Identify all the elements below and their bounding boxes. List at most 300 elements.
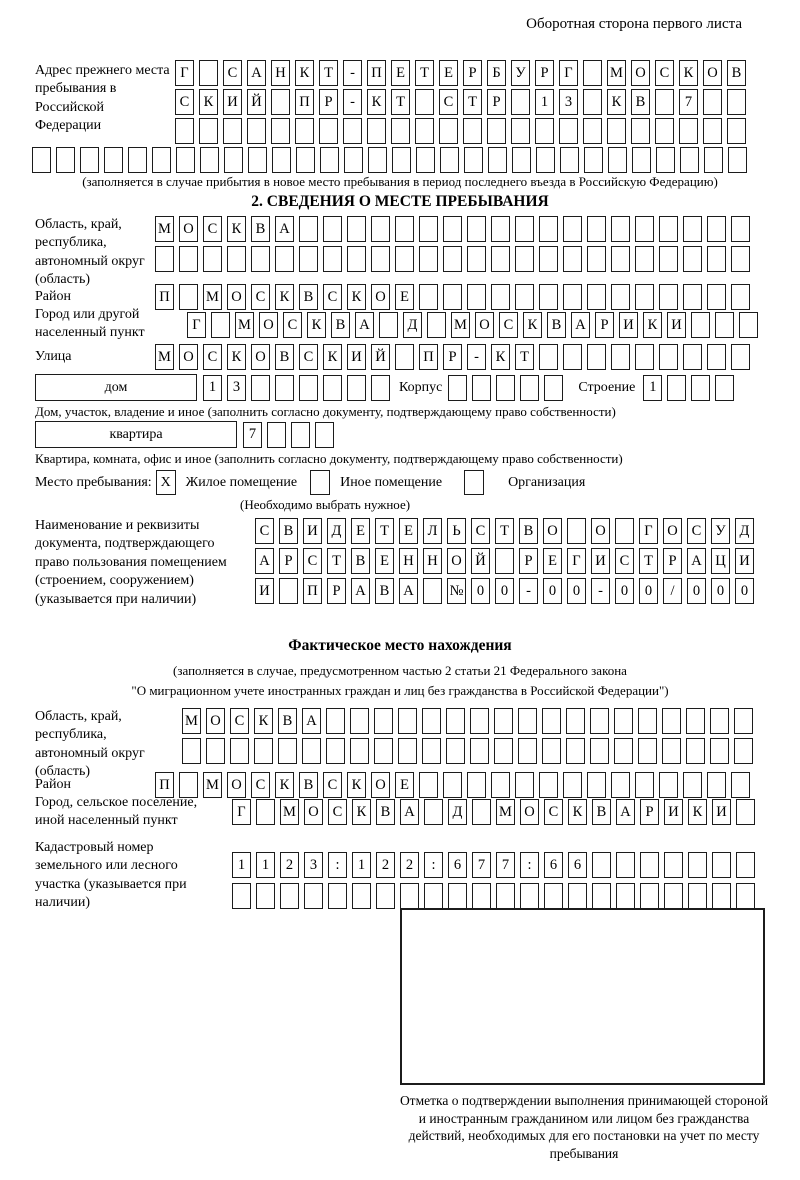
char-cell[interactable] bbox=[587, 216, 606, 242]
char-cell[interactable] bbox=[251, 375, 270, 401]
char-cell[interactable] bbox=[251, 246, 270, 272]
char-cell[interactable]: П bbox=[295, 89, 314, 115]
char-cell[interactable] bbox=[203, 246, 222, 272]
char-cell[interactable] bbox=[587, 344, 606, 370]
char-cell[interactable]: Т bbox=[639, 548, 658, 574]
char-cell[interactable] bbox=[398, 738, 417, 764]
char-cell[interactable] bbox=[271, 118, 290, 144]
char-cell[interactable]: И bbox=[712, 799, 731, 825]
char-cell[interactable] bbox=[491, 246, 510, 272]
char-cell[interactable] bbox=[443, 216, 462, 242]
char-cell[interactable]: Р bbox=[327, 578, 346, 604]
char-cell[interactable] bbox=[515, 772, 534, 798]
char-cell[interactable]: Н bbox=[271, 60, 290, 86]
char-cell[interactable] bbox=[568, 883, 587, 909]
char-cell[interactable] bbox=[395, 246, 414, 272]
char-cell[interactable] bbox=[707, 246, 726, 272]
char-cell[interactable] bbox=[371, 375, 390, 401]
char-cell[interactable] bbox=[611, 284, 630, 310]
char-cell[interactable]: : bbox=[424, 852, 443, 878]
char-cell[interactable]: К bbox=[679, 60, 698, 86]
char-cell[interactable] bbox=[715, 375, 734, 401]
char-cell[interactable] bbox=[350, 708, 369, 734]
char-cell[interactable]: - bbox=[343, 60, 362, 86]
char-cell[interactable]: К bbox=[347, 772, 366, 798]
char-cell[interactable]: И bbox=[591, 548, 610, 574]
char-cell[interactable] bbox=[688, 852, 707, 878]
char-cell[interactable]: А bbox=[687, 548, 706, 574]
char-cell[interactable]: М bbox=[203, 772, 222, 798]
char-cell[interactable] bbox=[319, 118, 338, 144]
char-cell[interactable] bbox=[680, 147, 699, 173]
char-cell[interactable]: А bbox=[616, 799, 635, 825]
char-cell[interactable] bbox=[128, 147, 147, 173]
char-cell[interactable] bbox=[247, 118, 266, 144]
char-cell[interactable]: 3 bbox=[559, 89, 578, 115]
char-cell[interactable] bbox=[254, 738, 273, 764]
char-cell[interactable]: Р bbox=[595, 312, 614, 338]
char-cell[interactable] bbox=[320, 147, 339, 173]
char-cell[interactable] bbox=[683, 344, 702, 370]
char-cell[interactable]: В bbox=[251, 216, 270, 242]
house-type-box[interactable] bbox=[35, 374, 197, 401]
char-cell[interactable] bbox=[659, 772, 678, 798]
char-cell[interactable]: Ь bbox=[447, 518, 466, 544]
char-cell[interactable] bbox=[443, 284, 462, 310]
char-cell[interactable]: И bbox=[347, 344, 366, 370]
char-cell[interactable] bbox=[443, 246, 462, 272]
char-cell[interactable]: М bbox=[451, 312, 470, 338]
char-cell[interactable]: С bbox=[328, 799, 347, 825]
char-cell[interactable] bbox=[703, 89, 722, 115]
char-cell[interactable]: О bbox=[304, 799, 323, 825]
char-cell[interactable]: К bbox=[227, 344, 246, 370]
char-cell[interactable] bbox=[608, 147, 627, 173]
char-cell[interactable] bbox=[275, 246, 294, 272]
char-cell[interactable]: И bbox=[303, 518, 322, 544]
char-cell[interactable]: Н bbox=[399, 548, 418, 574]
char-cell[interactable] bbox=[544, 883, 563, 909]
char-cell[interactable] bbox=[467, 772, 486, 798]
char-cell[interactable]: П bbox=[419, 344, 438, 370]
char-cell[interactable] bbox=[315, 422, 334, 448]
char-cell[interactable]: Е bbox=[395, 284, 414, 310]
char-cell[interactable] bbox=[395, 216, 414, 242]
char-cell[interactable]: Й bbox=[471, 548, 490, 574]
char-cell[interactable] bbox=[152, 147, 171, 173]
char-cell[interactable] bbox=[712, 852, 731, 878]
char-cell[interactable] bbox=[712, 883, 731, 909]
char-cell[interactable] bbox=[391, 118, 410, 144]
char-cell[interactable] bbox=[683, 246, 702, 272]
char-cell[interactable] bbox=[271, 89, 290, 115]
char-cell[interactable]: К bbox=[607, 89, 626, 115]
char-cell[interactable] bbox=[616, 883, 635, 909]
char-cell[interactable] bbox=[347, 246, 366, 272]
char-cell[interactable]: У bbox=[511, 60, 530, 86]
char-cell[interactable] bbox=[470, 738, 489, 764]
char-cell[interactable]: В bbox=[375, 578, 394, 604]
char-cell[interactable] bbox=[616, 852, 635, 878]
char-cell[interactable] bbox=[539, 216, 558, 242]
char-cell[interactable]: Д bbox=[403, 312, 422, 338]
char-cell[interactable]: Е bbox=[399, 518, 418, 544]
char-cell[interactable] bbox=[299, 246, 318, 272]
char-cell[interactable] bbox=[559, 118, 578, 144]
char-cell[interactable]: - bbox=[519, 578, 538, 604]
char-cell[interactable] bbox=[731, 344, 750, 370]
char-cell[interactable] bbox=[352, 883, 371, 909]
char-cell[interactable] bbox=[611, 344, 630, 370]
char-cell[interactable]: 6 bbox=[544, 852, 563, 878]
char-cell[interactable]: - bbox=[591, 578, 610, 604]
char-cell[interactable] bbox=[736, 883, 755, 909]
char-cell[interactable]: М bbox=[280, 799, 299, 825]
char-cell[interactable]: С bbox=[251, 772, 270, 798]
char-cell[interactable]: О bbox=[447, 548, 466, 574]
char-cell[interactable]: Е bbox=[439, 60, 458, 86]
char-cell[interactable] bbox=[640, 883, 659, 909]
char-cell[interactable] bbox=[295, 118, 314, 144]
char-cell[interactable]: С bbox=[323, 284, 342, 310]
char-cell[interactable] bbox=[707, 284, 726, 310]
char-cell[interactable] bbox=[656, 147, 675, 173]
char-cell[interactable] bbox=[566, 738, 585, 764]
char-cell[interactable] bbox=[32, 147, 51, 173]
char-cell[interactable] bbox=[199, 118, 218, 144]
char-cell[interactable] bbox=[664, 883, 683, 909]
char-cell[interactable] bbox=[635, 284, 654, 310]
char-cell[interactable] bbox=[736, 852, 755, 878]
char-cell[interactable] bbox=[638, 738, 657, 764]
char-cell[interactable]: Г bbox=[232, 799, 251, 825]
char-cell[interactable]: С bbox=[203, 344, 222, 370]
char-cell[interactable] bbox=[635, 344, 654, 370]
char-cell[interactable]: Г bbox=[559, 60, 578, 86]
char-cell[interactable]: И bbox=[664, 799, 683, 825]
char-cell[interactable]: 1 bbox=[256, 852, 275, 878]
char-cell[interactable]: Р bbox=[463, 60, 482, 86]
char-cell[interactable]: С bbox=[544, 799, 563, 825]
char-cell[interactable]: Б bbox=[487, 60, 506, 86]
char-cell[interactable] bbox=[703, 118, 722, 144]
char-cell[interactable] bbox=[374, 708, 393, 734]
char-cell[interactable]: : bbox=[520, 852, 539, 878]
char-cell[interactable] bbox=[662, 708, 681, 734]
char-cell[interactable]: В bbox=[519, 518, 538, 544]
char-cell[interactable] bbox=[566, 708, 585, 734]
char-cell[interactable]: О bbox=[475, 312, 494, 338]
char-cell[interactable]: Н bbox=[423, 548, 442, 574]
char-cell[interactable]: С bbox=[283, 312, 302, 338]
char-cell[interactable] bbox=[199, 60, 218, 86]
char-cell[interactable]: Й bbox=[371, 344, 390, 370]
char-cell[interactable] bbox=[707, 344, 726, 370]
char-cell[interactable]: В bbox=[331, 312, 350, 338]
char-cell[interactable] bbox=[707, 216, 726, 242]
char-cell[interactable]: Т bbox=[463, 89, 482, 115]
char-cell[interactable] bbox=[419, 246, 438, 272]
char-cell[interactable] bbox=[536, 147, 555, 173]
char-cell[interactable] bbox=[662, 738, 681, 764]
char-cell[interactable] bbox=[423, 578, 442, 604]
char-cell[interactable]: Й bbox=[247, 89, 266, 115]
char-cell[interactable] bbox=[679, 118, 698, 144]
char-cell[interactable]: К bbox=[352, 799, 371, 825]
apartment-type-box[interactable] bbox=[35, 421, 237, 448]
char-cell[interactable]: Т bbox=[415, 60, 434, 86]
char-cell[interactable] bbox=[494, 708, 513, 734]
char-cell[interactable] bbox=[539, 344, 558, 370]
char-cell[interactable]: 0 bbox=[543, 578, 562, 604]
char-cell[interactable] bbox=[230, 738, 249, 764]
char-cell[interactable]: С bbox=[687, 518, 706, 544]
char-cell[interactable] bbox=[664, 852, 683, 878]
char-cell[interactable] bbox=[640, 852, 659, 878]
char-cell[interactable]: Р bbox=[443, 344, 462, 370]
char-cell[interactable]: О bbox=[371, 284, 390, 310]
char-cell[interactable] bbox=[583, 118, 602, 144]
char-cell[interactable]: 1 bbox=[643, 375, 662, 401]
char-cell[interactable] bbox=[496, 883, 515, 909]
char-cell[interactable] bbox=[518, 708, 537, 734]
char-cell[interactable] bbox=[587, 772, 606, 798]
char-cell[interactable] bbox=[607, 118, 626, 144]
char-cell[interactable] bbox=[424, 883, 443, 909]
char-cell[interactable]: А bbox=[351, 578, 370, 604]
char-cell[interactable] bbox=[415, 118, 434, 144]
char-cell[interactable] bbox=[539, 246, 558, 272]
char-cell[interactable] bbox=[587, 246, 606, 272]
char-cell[interactable] bbox=[511, 89, 530, 115]
char-cell[interactable] bbox=[419, 772, 438, 798]
char-cell[interactable] bbox=[491, 772, 510, 798]
char-cell[interactable] bbox=[560, 147, 579, 173]
char-cell[interactable]: А bbox=[302, 708, 321, 734]
char-cell[interactable]: - bbox=[343, 89, 362, 115]
char-cell[interactable] bbox=[487, 118, 506, 144]
char-cell[interactable] bbox=[443, 772, 462, 798]
char-cell[interactable] bbox=[715, 312, 734, 338]
char-cell[interactable] bbox=[635, 246, 654, 272]
char-cell[interactable] bbox=[416, 147, 435, 173]
char-cell[interactable] bbox=[371, 246, 390, 272]
char-cell[interactable] bbox=[343, 118, 362, 144]
char-cell[interactable] bbox=[563, 772, 582, 798]
char-cell[interactable] bbox=[491, 216, 510, 242]
char-cell[interactable] bbox=[542, 738, 561, 764]
char-cell[interactable]: О bbox=[259, 312, 278, 338]
char-cell[interactable]: 7 bbox=[472, 852, 491, 878]
char-cell[interactable] bbox=[344, 147, 363, 173]
char-cell[interactable] bbox=[544, 375, 563, 401]
char-cell[interactable]: Т bbox=[375, 518, 394, 544]
char-cell[interactable] bbox=[731, 772, 750, 798]
char-cell[interactable] bbox=[683, 284, 702, 310]
char-cell[interactable] bbox=[347, 216, 366, 242]
char-cell[interactable]: П bbox=[155, 772, 174, 798]
char-cell[interactable] bbox=[590, 708, 609, 734]
char-cell[interactable]: 0 bbox=[471, 578, 490, 604]
char-cell[interactable]: А bbox=[247, 60, 266, 86]
char-cell[interactable] bbox=[611, 772, 630, 798]
char-cell[interactable] bbox=[446, 708, 465, 734]
char-cell[interactable]: К bbox=[491, 344, 510, 370]
char-cell[interactable]: С bbox=[499, 312, 518, 338]
char-cell[interactable]: Г bbox=[187, 312, 206, 338]
char-cell[interactable] bbox=[427, 312, 446, 338]
char-cell[interactable] bbox=[496, 375, 515, 401]
char-cell[interactable]: К bbox=[275, 772, 294, 798]
char-cell[interactable] bbox=[707, 772, 726, 798]
char-cell[interactable] bbox=[182, 738, 201, 764]
char-cell[interactable] bbox=[374, 738, 393, 764]
char-cell[interactable]: Е bbox=[391, 60, 410, 86]
char-cell[interactable]: Р bbox=[663, 548, 682, 574]
char-cell[interactable]: Е bbox=[351, 518, 370, 544]
char-cell[interactable] bbox=[227, 246, 246, 272]
char-cell[interactable]: Е bbox=[375, 548, 394, 574]
char-cell[interactable] bbox=[392, 147, 411, 173]
char-cell[interactable]: С bbox=[323, 772, 342, 798]
char-cell[interactable] bbox=[659, 246, 678, 272]
char-cell[interactable] bbox=[302, 738, 321, 764]
char-cell[interactable]: О bbox=[520, 799, 539, 825]
char-cell[interactable] bbox=[104, 147, 123, 173]
char-cell[interactable]: Г bbox=[639, 518, 658, 544]
char-cell[interactable] bbox=[326, 738, 345, 764]
char-cell[interactable]: К bbox=[254, 708, 273, 734]
char-cell[interactable] bbox=[659, 216, 678, 242]
char-cell[interactable]: 7 bbox=[496, 852, 515, 878]
char-cell[interactable] bbox=[635, 216, 654, 242]
char-cell[interactable] bbox=[704, 147, 723, 173]
char-cell[interactable] bbox=[448, 883, 467, 909]
char-cell[interactable] bbox=[267, 422, 286, 448]
char-cell[interactable] bbox=[439, 118, 458, 144]
char-cell[interactable] bbox=[472, 799, 491, 825]
char-cell[interactable] bbox=[440, 147, 459, 173]
char-cell[interactable] bbox=[739, 312, 758, 338]
char-cell[interactable] bbox=[710, 738, 729, 764]
char-cell[interactable]: - bbox=[467, 344, 486, 370]
char-cell[interactable]: М bbox=[235, 312, 254, 338]
char-cell[interactable] bbox=[731, 246, 750, 272]
char-cell[interactable] bbox=[367, 118, 386, 144]
char-cell[interactable]: 2 bbox=[280, 852, 299, 878]
char-cell[interactable]: А bbox=[275, 216, 294, 242]
char-cell[interactable]: С bbox=[439, 89, 458, 115]
char-cell[interactable] bbox=[424, 799, 443, 825]
char-cell[interactable]: 0 bbox=[567, 578, 586, 604]
char-cell[interactable]: В bbox=[279, 518, 298, 544]
char-cell[interactable] bbox=[200, 147, 219, 173]
char-cell[interactable]: М bbox=[203, 284, 222, 310]
char-cell[interactable]: 3 bbox=[304, 852, 323, 878]
char-cell[interactable] bbox=[592, 883, 611, 909]
char-cell[interactable]: А bbox=[255, 548, 274, 574]
char-cell[interactable] bbox=[590, 738, 609, 764]
char-cell[interactable] bbox=[614, 738, 633, 764]
char-cell[interactable] bbox=[515, 216, 534, 242]
char-cell[interactable]: / bbox=[663, 578, 682, 604]
char-cell[interactable] bbox=[224, 147, 243, 173]
char-cell[interactable]: О bbox=[179, 216, 198, 242]
char-cell[interactable]: И bbox=[735, 548, 754, 574]
char-cell[interactable] bbox=[518, 738, 537, 764]
char-cell[interactable] bbox=[155, 246, 174, 272]
char-cell[interactable]: 1 bbox=[203, 375, 222, 401]
char-cell[interactable] bbox=[691, 312, 710, 338]
char-cell[interactable]: М bbox=[182, 708, 201, 734]
char-cell[interactable]: Р bbox=[279, 548, 298, 574]
char-cell[interactable]: В bbox=[547, 312, 566, 338]
char-cell[interactable]: К bbox=[568, 799, 587, 825]
char-cell[interactable]: Е bbox=[395, 772, 414, 798]
char-cell[interactable]: О bbox=[631, 60, 650, 86]
char-cell[interactable]: О bbox=[371, 772, 390, 798]
char-cell[interactable]: В bbox=[278, 708, 297, 734]
char-cell[interactable] bbox=[179, 246, 198, 272]
char-cell[interactable] bbox=[299, 375, 318, 401]
char-cell[interactable]: В bbox=[275, 344, 294, 370]
char-cell[interactable] bbox=[326, 708, 345, 734]
char-cell[interactable] bbox=[248, 147, 267, 173]
char-cell[interactable] bbox=[515, 284, 534, 310]
char-cell[interactable]: О bbox=[251, 344, 270, 370]
char-cell[interactable] bbox=[323, 246, 342, 272]
char-cell[interactable] bbox=[734, 738, 753, 764]
char-cell[interactable] bbox=[422, 708, 441, 734]
char-cell[interactable]: 1 bbox=[232, 852, 251, 878]
char-cell[interactable] bbox=[347, 375, 366, 401]
char-cell[interactable] bbox=[736, 799, 755, 825]
char-cell[interactable] bbox=[448, 375, 467, 401]
char-cell[interactable] bbox=[376, 883, 395, 909]
char-cell[interactable] bbox=[400, 883, 419, 909]
char-cell[interactable]: К bbox=[523, 312, 542, 338]
char-cell[interactable]: П bbox=[303, 578, 322, 604]
char-cell[interactable] bbox=[631, 118, 650, 144]
char-cell[interactable]: П bbox=[367, 60, 386, 86]
char-cell[interactable]: Р bbox=[519, 548, 538, 574]
char-cell[interactable] bbox=[350, 738, 369, 764]
char-cell[interactable]: А bbox=[400, 799, 419, 825]
char-cell[interactable]: О bbox=[179, 344, 198, 370]
char-cell[interactable] bbox=[495, 548, 514, 574]
char-cell[interactable]: С bbox=[303, 548, 322, 574]
char-cell[interactable] bbox=[592, 852, 611, 878]
char-cell[interactable] bbox=[691, 375, 710, 401]
char-cell[interactable] bbox=[710, 708, 729, 734]
char-cell[interactable] bbox=[563, 216, 582, 242]
char-cell[interactable] bbox=[398, 708, 417, 734]
char-cell[interactable] bbox=[206, 738, 225, 764]
char-cell[interactable]: Р bbox=[535, 60, 554, 86]
checkbox-other-premises[interactable] bbox=[310, 470, 330, 495]
char-cell[interactable]: В bbox=[376, 799, 395, 825]
char-cell[interactable]: У bbox=[711, 518, 730, 544]
char-cell[interactable]: К bbox=[199, 89, 218, 115]
char-cell[interactable] bbox=[488, 147, 507, 173]
char-cell[interactable] bbox=[304, 883, 323, 909]
char-cell[interactable]: И bbox=[619, 312, 638, 338]
char-cell[interactable] bbox=[727, 118, 746, 144]
char-cell[interactable]: О bbox=[227, 284, 246, 310]
char-cell[interactable]: Д bbox=[448, 799, 467, 825]
char-cell[interactable]: Т bbox=[391, 89, 410, 115]
char-cell[interactable] bbox=[520, 883, 539, 909]
